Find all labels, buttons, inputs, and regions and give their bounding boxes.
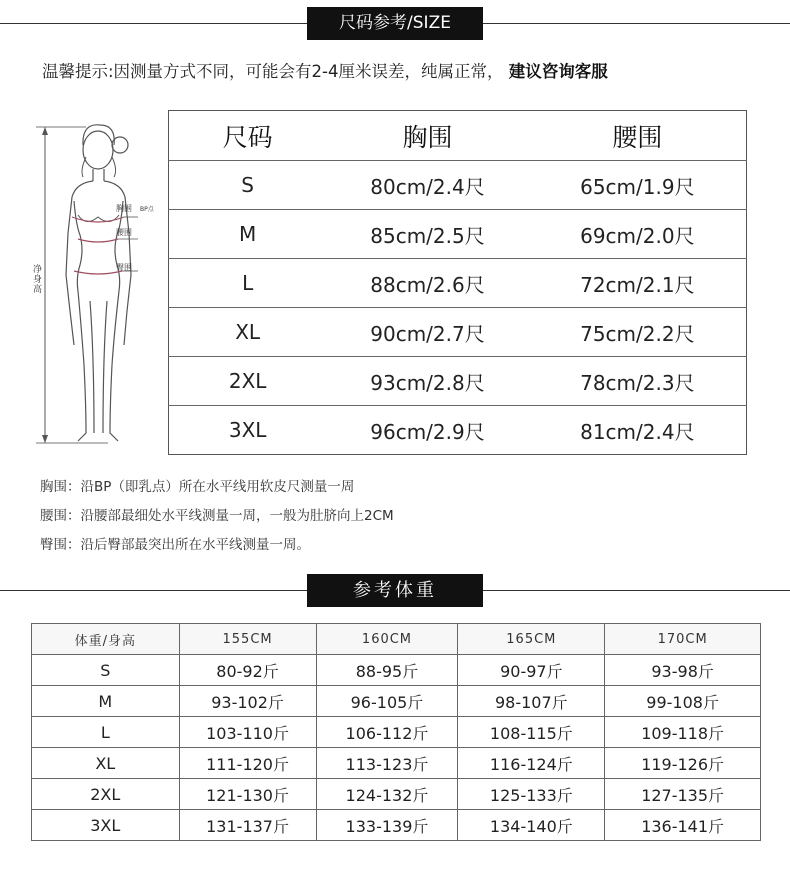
weight-cell: 98-107斤 xyxy=(458,686,605,717)
table-row xyxy=(169,308,747,357)
height-label: 净身高 xyxy=(33,265,43,295)
bust-cell: 96cm/2.9尺 xyxy=(326,406,528,455)
weight-header-160: 160CM xyxy=(316,624,458,655)
weight-cell: 124-132斤 xyxy=(316,779,458,810)
size-table-header-row xyxy=(169,111,747,161)
weight-size-cell: 3XL xyxy=(32,810,180,841)
waist-cell: 81cm/2.4尺 xyxy=(529,406,747,455)
weight-cell: 106-112斤 xyxy=(316,717,458,748)
bp-label: BP点 xyxy=(140,206,154,213)
weight-cell: 113-123斤 xyxy=(316,748,458,779)
size-header-bust: 胸围 xyxy=(402,122,453,152)
weight-cell: 121-130斤 xyxy=(179,779,316,810)
weight-cell: 88-95斤 xyxy=(316,655,458,686)
weight-size-cell: L xyxy=(32,717,180,748)
weight-rule-left xyxy=(0,590,307,591)
table-row xyxy=(169,406,747,455)
bust-cell: 80cm/2.4尺 xyxy=(326,161,528,210)
weight-cell: 131-137斤 xyxy=(179,810,316,841)
body-figure-svg xyxy=(28,115,168,455)
size-section-title: 尺码参考/SIZE xyxy=(307,7,483,40)
bust-cell: 90cm/2.7尺 xyxy=(326,308,528,357)
weight-size-cell: M xyxy=(32,686,180,717)
header-rule-left xyxy=(0,23,307,24)
note-hip: 臀围：沿后臀部最突出所在水平线测量一周。 xyxy=(40,537,310,553)
waist-cell: 65cm/1.9尺 xyxy=(529,161,747,210)
size-header-size: 尺码 xyxy=(222,122,273,152)
weight-cell: 90-97斤 xyxy=(458,655,605,686)
table-row xyxy=(169,259,747,308)
size-cell: L xyxy=(169,259,327,308)
weight-cell: 116-124斤 xyxy=(458,748,605,779)
body-measurement-figure xyxy=(28,115,168,455)
table-row xyxy=(169,357,747,406)
size-cell: 3XL xyxy=(169,406,327,455)
weight-cell: 111-120斤 xyxy=(179,748,316,779)
weight-cell: 80-92斤 xyxy=(179,655,316,686)
waist-label: 腰围 xyxy=(116,228,132,237)
weight-cell: 125-133斤 xyxy=(458,779,605,810)
table-row xyxy=(32,810,761,841)
weight-cell: 127-135斤 xyxy=(605,779,761,810)
bust-label: 胸围 xyxy=(116,204,132,213)
notice-text: 温馨提示:因测量方式不同，可能会有2-4厘米误差，纯属正常， xyxy=(42,62,504,81)
size-cell: M xyxy=(169,210,327,259)
size-table xyxy=(168,110,747,455)
note-bust: 胸围：沿BP（即乳点）所在水平线用软皮尺测量一周 xyxy=(40,479,355,495)
weight-cell: 134-140斤 xyxy=(458,810,605,841)
weight-cell: 119-126斤 xyxy=(605,748,761,779)
weight-cell: 93-98斤 xyxy=(605,655,761,686)
table-row xyxy=(169,161,747,210)
bust-cell: 85cm/2.5尺 xyxy=(326,210,528,259)
weight-size-cell: XL xyxy=(32,748,180,779)
table-row xyxy=(32,748,761,779)
weight-size-cell: 2XL xyxy=(32,779,180,810)
bust-cell: 88cm/2.6尺 xyxy=(326,259,528,308)
table-row xyxy=(169,210,747,259)
waist-cell: 78cm/2.3尺 xyxy=(529,357,747,406)
weight-table-header-row xyxy=(32,624,761,655)
notice-bold-text: 建议咨询客服 xyxy=(508,62,608,81)
weight-size-cell: S xyxy=(32,655,180,686)
bust-cell: 93cm/2.8尺 xyxy=(326,357,528,406)
size-cell: XL xyxy=(169,308,327,357)
weight-table xyxy=(31,623,761,841)
waist-cell: 72cm/2.1尺 xyxy=(529,259,747,308)
weight-cell: 133-139斤 xyxy=(316,810,458,841)
weight-cell: 108-115斤 xyxy=(458,717,605,748)
weight-rule-right xyxy=(483,590,790,591)
table-row xyxy=(32,717,761,748)
table-row xyxy=(32,686,761,717)
weight-cell: 103-110斤 xyxy=(179,717,316,748)
waist-cell: 75cm/2.2尺 xyxy=(529,308,747,357)
weight-cell: 136-141斤 xyxy=(605,810,761,841)
hip-label: 臀围 xyxy=(116,263,132,272)
size-cell: S xyxy=(169,161,327,210)
weight-section-title: 参考体重 xyxy=(307,574,483,607)
weight-header-label: 体重/身高 xyxy=(32,624,180,655)
size-cell: 2XL xyxy=(169,357,327,406)
weight-cell: 109-118斤 xyxy=(605,717,761,748)
waist-cell: 69cm/2.0尺 xyxy=(529,210,747,259)
measurement-notice xyxy=(42,58,608,82)
table-row xyxy=(32,655,761,686)
measurement-notes xyxy=(40,473,394,560)
header-rule-right xyxy=(483,23,790,24)
weight-header-165: 165CM xyxy=(458,624,605,655)
table-row xyxy=(32,779,761,810)
weight-cell: 96-105斤 xyxy=(316,686,458,717)
weight-cell: 93-102斤 xyxy=(179,686,316,717)
note-waist: 腰围：沿腰部最细处水平线测量一周，一般为肚脐向上2CM xyxy=(40,508,394,524)
weight-header-170: 170CM xyxy=(605,624,761,655)
weight-header-155: 155CM xyxy=(179,624,316,655)
weight-cell: 99-108斤 xyxy=(605,686,761,717)
size-header-waist: 腰围 xyxy=(612,122,663,152)
